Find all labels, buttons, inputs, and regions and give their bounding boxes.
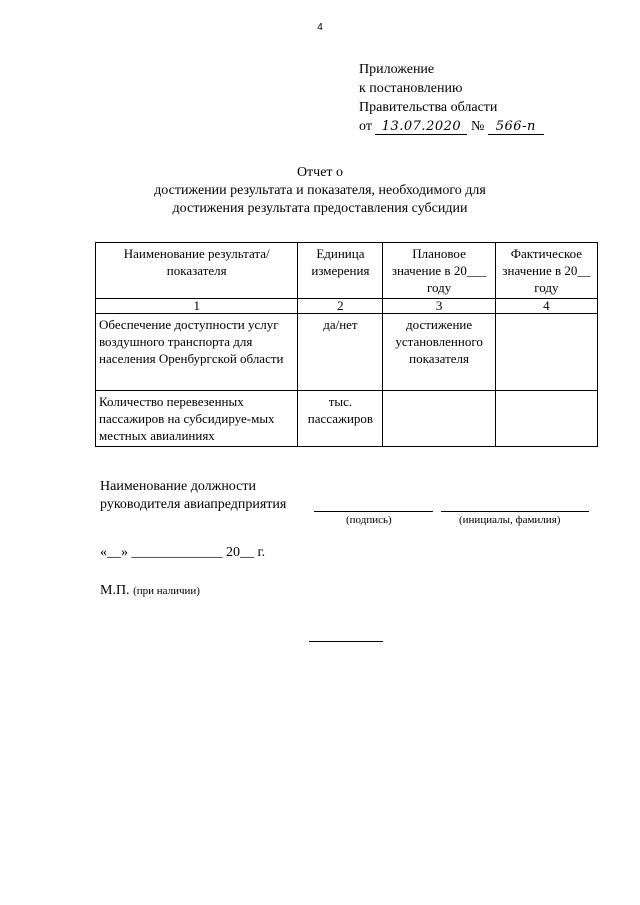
date-prefix: от [359,119,372,134]
end-divider [309,641,383,642]
row-actual [495,314,597,391]
header-actual: Фактическое значение в 20__ году [495,243,597,299]
row-indicator: Обеспечение доступности услуг воздушного транспорта для населения Оренбургской области [96,314,298,391]
row-planned: достижение установленного показателя [383,314,495,391]
stamp-place [100,583,200,599]
name-line [441,511,589,512]
stamp-label: М.П. [100,583,130,598]
appendix-line-3: Правительства области [359,100,498,115]
position-line-1: Наименование должности [100,479,256,494]
title-line-2: достижении результата и показателя, необходимого для [154,183,486,198]
name-caption: (инициалы, фамилия) [459,514,561,526]
signature-caption: (подпись) [346,514,392,526]
header-unit: Единица измерения [298,243,383,299]
signature-block [100,478,286,514]
column-number-row [96,299,598,314]
position-line-2: руководителя авиапредприятия [100,497,287,512]
page-number: 4 [317,22,323,33]
table-row [96,314,598,391]
row-indicator: Количество перевезенных пассажиров на субсидируе-мых местных авиалиниях [96,391,298,447]
column-number: 4 [495,299,597,314]
decree-number: 566-п [488,119,544,135]
column-number: 3 [383,299,495,314]
row-actual [495,391,597,447]
signature-line [314,511,433,512]
header-indicator: Наименование результата/показателя [96,243,298,299]
table-row [96,391,598,447]
report-table [95,242,598,447]
appendix-block [359,60,544,136]
table-header-row [96,243,598,299]
appendix-line-1: Приложение [359,62,435,77]
report-title [0,164,640,218]
title-line-1: Отчет о [296,165,344,180]
column-number: 1 [96,299,298,314]
row-unit: да/нет [298,314,383,391]
row-planned [383,391,495,447]
appendix-line-2: к постановлению [359,81,463,96]
date-field: «__» _____________ 20__ г. [100,545,266,560]
row-unit: тыс. пассажиров [298,391,383,447]
header-planned: Плановое значение в 20___ году [383,243,495,299]
title-line-3: достижения результата предоставления субсидии [172,201,468,216]
number-prefix: № [470,119,485,134]
decree-date: 13.07.2020 [375,119,467,135]
appendix-date-line [359,117,544,136]
column-number: 2 [298,299,383,314]
stamp-note: (при наличии) [133,585,200,597]
